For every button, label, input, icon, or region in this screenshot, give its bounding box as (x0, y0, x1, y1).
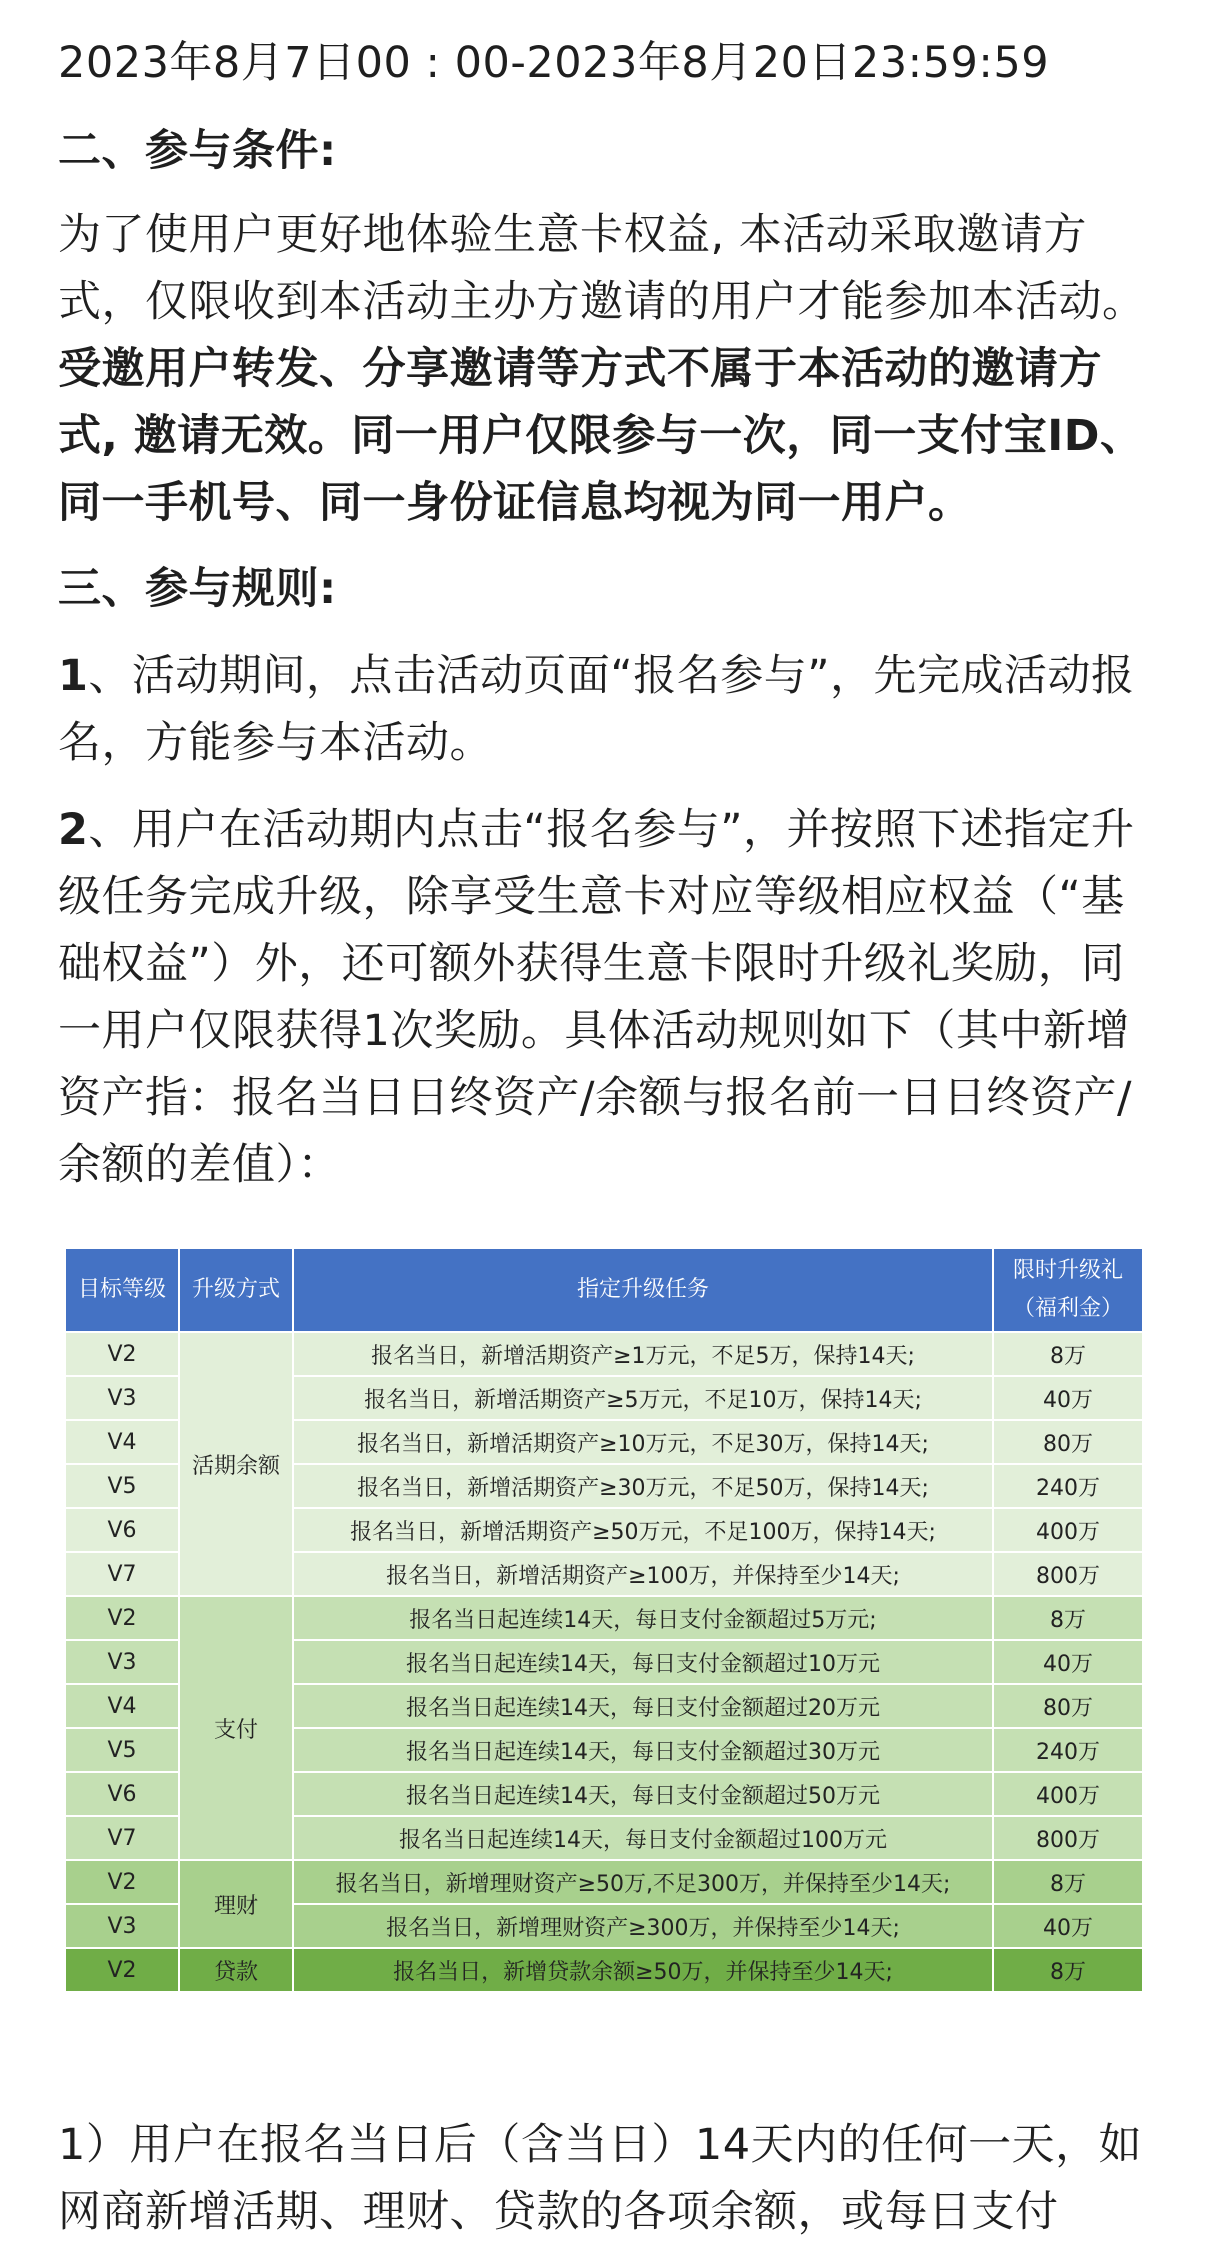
cell-level: V6 (65, 1772, 179, 1816)
cell-task: 报名当日，新增活期资产≥5万元，不足10万，保持14天; (293, 1376, 993, 1420)
cell-reward: 8万 (993, 1332, 1143, 1376)
cell-reward: 8万 (993, 1948, 1143, 1992)
activity-period: 2023年8月7日00 : 00-2023年8月20日23:59:59 (58, 38, 1050, 88)
cell-level: V6 (65, 1508, 179, 1552)
header-reward: 限时升级礼（福利金） (993, 1248, 1143, 1332)
cell-task: 报名当日，新增活期资产≥1万元，不足5万，保持14天; (293, 1332, 993, 1376)
cell-task: 报名当日，新增活期资产≥10万元，不足30万，保持14天; (293, 1420, 993, 1464)
cell-method: 支付 (179, 1596, 293, 1860)
cell-reward: 400万 (993, 1772, 1143, 1816)
table-row (65, 1596, 1143, 1640)
cell-task: 报名当日起连续14天，每日支付金额超过30万元 (293, 1728, 993, 1772)
header-upgrade-method: 升级方式 (179, 1248, 293, 1332)
cell-task: 报名当日，新增理财资产≥50万,不足300万，并保持至少14天; (293, 1860, 993, 1904)
rule-2 (58, 797, 1158, 1199)
cell-reward: 80万 (993, 1420, 1143, 1464)
cell-reward: 40万 (993, 1376, 1143, 1420)
cell-level: V3 (65, 1904, 179, 1948)
cell-reward: 8万 (993, 1860, 1143, 1904)
header-target-level: 目标等级 (65, 1248, 179, 1332)
cell-task: 报名当日起连续14天，每日支付金额超过10万元 (293, 1640, 993, 1684)
cell-task: 报名当日，新增活期资产≥100万，并保持至少14天; (293, 1552, 993, 1596)
section-2-text: 为了使用户更好地体验生意卡权益, 本活动采取邀请方式，仅限收到本活动主办方邀请的用户才能参加本活动。 (58, 210, 1146, 327)
cell-reward: 40万 (993, 1640, 1143, 1684)
cell-reward: 240万 (993, 1728, 1143, 1772)
rule-1-text: 、活动期间，点击活动页面“报名参与”，先完成活动报名，方能参与本活动。 (58, 651, 1135, 768)
table-body (65, 1332, 1143, 1992)
cell-level: V7 (65, 1552, 179, 1596)
table-row (65, 1332, 1143, 1376)
cell-level: V2 (65, 1332, 179, 1376)
cell-task: 报名当日起连续14天，每日支付金额超过20万元 (293, 1684, 993, 1728)
cell-level: V2 (65, 1596, 179, 1640)
cell-reward: 80万 (993, 1684, 1143, 1728)
header-upgrade-task: 指定升级任务 (293, 1248, 993, 1332)
cell-task: 报名当日，新增理财资产≥300万，并保持至少14天; (293, 1904, 993, 1948)
rule-1-number: 1 (58, 651, 89, 701)
cell-method: 贷款 (179, 1948, 293, 1992)
cell-reward: 8万 (993, 1596, 1143, 1640)
table-row (65, 1948, 1143, 1992)
table-row (65, 1860, 1143, 1904)
cell-method: 理财 (179, 1860, 293, 1948)
cell-task: 报名当日起连续14天，每日支付金额超过5万元; (293, 1596, 993, 1640)
cell-level: V7 (65, 1816, 179, 1860)
section-2-paragraph (58, 202, 1158, 537)
rule-2-number: 2 (58, 805, 89, 855)
cell-reward: 800万 (993, 1552, 1143, 1596)
note-paragraph: 1）用户在报名当日后（含当日）14天内的任何一天，如网商新增活期、理财、贷款的各项余额，或每日支付 (58, 2120, 1143, 2237)
cell-level: V5 (65, 1728, 179, 1772)
cell-level: V5 (65, 1464, 179, 1508)
cell-reward: 400万 (993, 1508, 1143, 1552)
cell-level: V4 (65, 1684, 179, 1728)
cell-reward: 800万 (993, 1816, 1143, 1860)
cell-reward: 40万 (993, 1904, 1143, 1948)
cell-task: 报名当日，新增活期资产≥30万元，不足50万，保持14天; (293, 1464, 993, 1508)
section-2-heading: 二、参与条件: (58, 126, 337, 176)
upgrade-rules-table (64, 1247, 1144, 1993)
section-3-heading: 三、参与规则: (58, 564, 337, 614)
cell-method: 活期余额 (179, 1332, 293, 1596)
cell-task: 报名当日起连续14天，每日支付金额超过100万元 (293, 1816, 993, 1860)
cell-level: V3 (65, 1640, 179, 1684)
rule-1 (58, 643, 1158, 777)
cell-level: V4 (65, 1420, 179, 1464)
cell-level: V2 (65, 1948, 179, 1992)
cell-reward: 240万 (993, 1464, 1143, 1508)
cell-task: 报名当日，新增活期资产≥50万元，不足100万，保持14天; (293, 1508, 993, 1552)
rule-2-text: 、用户在活动期内点击“报名参与”，并按照下述指定升级任务完成升级，除享受生意卡对应等级相应权益（“基础权益”）外，还可额外获得生意卡限时升级礼奖励，同一用户仅限获得1次奖励。具体活动规则如下（其中新增资产指：报名当日日终资产/余额与报名前一日日终资产/余额的差值）： (58, 805, 1135, 1190)
cell-task: 报名当日起连续14天，每日支付金额超过50万元 (293, 1772, 993, 1816)
cell-task: 报名当日，新增贷款余额≥50万，并保持至少14天; (293, 1948, 993, 1992)
cell-level: V2 (65, 1860, 179, 1904)
table-header-row (65, 1248, 1143, 1332)
section-2-bold-text: 受邀用户转发、分享邀请等方式不属于本活动的邀请方式, 邀请无效。同一用户仅限参与一次，同一支付宝ID、同一手机号、同一身份证信息均视为同一用户。 (58, 344, 1144, 528)
upgrade-table-container (64, 1247, 1142, 1993)
cell-level: V3 (65, 1376, 179, 1420)
